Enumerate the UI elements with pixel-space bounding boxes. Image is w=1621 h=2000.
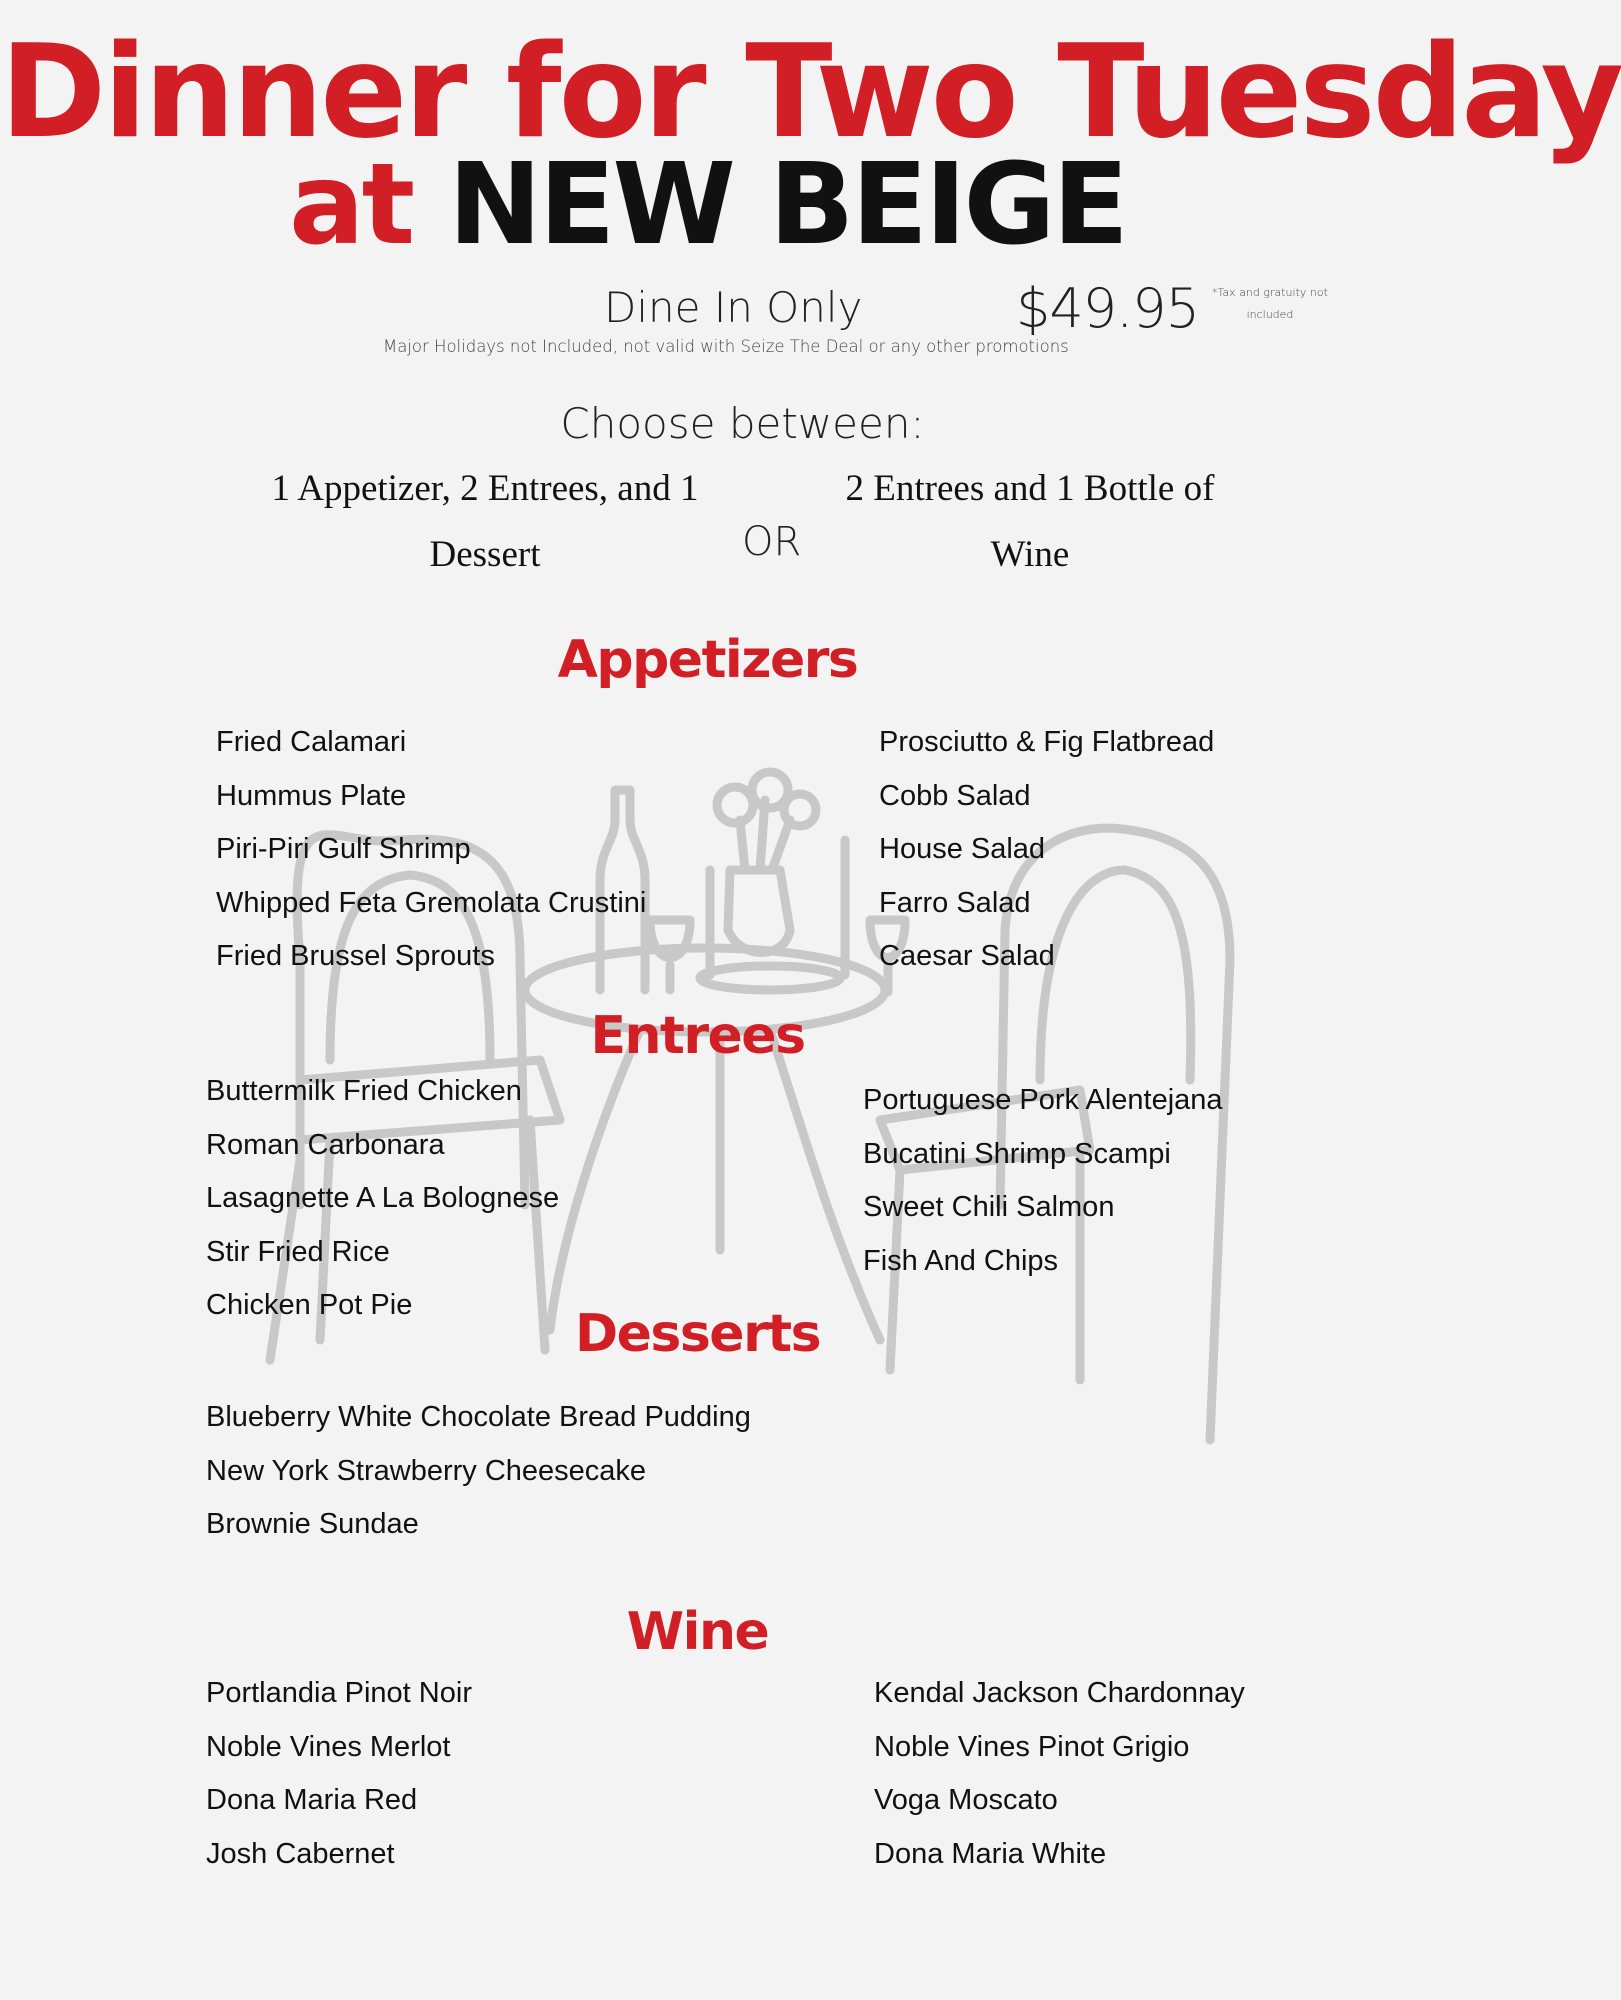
tax-note	[1205, 282, 1335, 326]
choose-between-heading: Choose between:	[560, 399, 925, 448]
option-1-line-2: Dessert	[429, 534, 541, 575]
title-line-2	[0, 140, 1415, 270]
list-item: Buttermilk Fried Chicken	[206, 1075, 522, 1107]
wine-right-list	[874, 1667, 1245, 1881]
list-item: Whipped Feta Gremolata Crustini	[216, 886, 647, 919]
list-item: Stir Fried Rice	[206, 1235, 390, 1268]
wine-heading: Wine	[626, 1602, 769, 1662]
desserts-list	[206, 1391, 751, 1552]
list-item: New York Strawberry Cheesecake	[206, 1454, 647, 1487]
appetizers-heading: Appetizers	[557, 630, 858, 690]
tax-note-line-2: included	[1246, 308, 1294, 321]
list-item: Portlandia Pinot Noir	[206, 1677, 472, 1709]
list-item: Noble Vines Pinot Grigio	[874, 1730, 1190, 1763]
option-1-line-1: 1 Appetizer, 2 Entrees, and 1	[271, 468, 699, 509]
option-1	[230, 456, 740, 588]
option-2	[810, 456, 1250, 588]
list-item: Hummus Plate	[216, 779, 407, 812]
list-item: Caesar Salad	[879, 940, 1055, 972]
list-item: Piri-Piri Gulf Shrimp	[216, 833, 471, 865]
list-item: Lasagnette A La Bolognese	[206, 1182, 560, 1214]
disclaimer: Major Holidays not Included, not valid with Seize The Deal or any other promotions	[383, 337, 1069, 356]
list-item: Chicken Pot Pie	[206, 1289, 413, 1321]
dine-in-only-label: Dine In Only	[604, 283, 863, 332]
entrees-left-list	[206, 1065, 559, 1333]
entrees-right-list	[863, 1074, 1223, 1288]
desserts-heading: Desserts	[574, 1304, 821, 1364]
list-item: Fried Brussel Sprouts	[216, 940, 495, 972]
restaurant-name: NEW BEIGE	[448, 140, 1126, 270]
list-item: Bucatini Shrimp Scampi	[863, 1137, 1171, 1170]
list-item: Dona Maria White	[874, 1837, 1107, 1870]
or-label: OR	[742, 519, 802, 565]
list-item: Cobb Salad	[879, 779, 1031, 812]
list-item: Prosciutto & Fig Flatbread	[879, 726, 1215, 758]
list-item: House Salad	[879, 833, 1046, 865]
option-2-line-2: Wine	[990, 534, 1070, 575]
list-item: Noble Vines Merlot	[206, 1730, 451, 1763]
list-item: Kendal Jackson Chardonnay	[874, 1677, 1245, 1709]
title-at: at	[289, 140, 413, 270]
list-item: Voga Moscato	[874, 1784, 1058, 1816]
title-line-1: Dinner for Two Tuesday	[0, 18, 1621, 167]
list-item: Fried Calamari	[216, 726, 407, 758]
option-2-line-1: 2 Entrees and 1 Bottle of	[845, 468, 1215, 509]
list-item: Farro Salad	[879, 886, 1031, 919]
list-item: Dona Maria Red	[206, 1784, 418, 1816]
list-item: Brownie Sundae	[206, 1508, 419, 1540]
list-item: Josh Cabernet	[206, 1837, 395, 1870]
list-item: Fish And Chips	[863, 1244, 1059, 1277]
price: $49.95	[1016, 277, 1199, 340]
list-item: Portuguese Pork Alentejana	[863, 1084, 1223, 1116]
list-item: Sweet Chili Salmon	[863, 1191, 1115, 1223]
entrees-heading: Entrees	[590, 1006, 805, 1066]
list-item: Blueberry White Chocolate Bread Pudding	[206, 1401, 751, 1433]
appetizers-left-list	[216, 716, 646, 984]
list-item: Roman Carbonara	[206, 1128, 445, 1161]
appetizers-right-list	[879, 716, 1214, 984]
tax-note-line-1: *Tax and gratuity not	[1212, 286, 1328, 299]
wine-left-list	[206, 1667, 472, 1881]
